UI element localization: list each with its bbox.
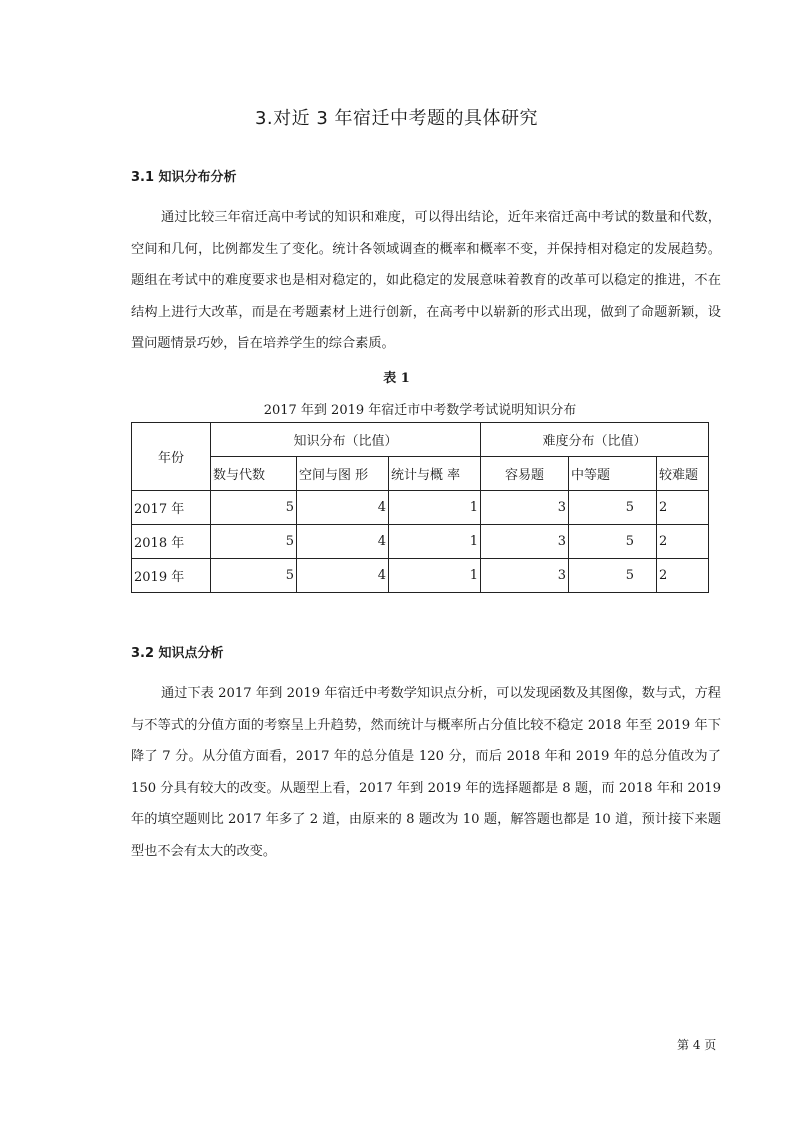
subheader-medium: 中等题 [569, 457, 657, 491]
knowledge-distribution-table [131, 422, 709, 593]
section-heading-knowledge-points: 3.2 知识点分析 [131, 646, 224, 661]
cell-value: 5 [211, 559, 297, 593]
cell-value: 5 [211, 491, 297, 525]
cell-value: 2 [657, 559, 709, 593]
cell-value: 3 [481, 525, 569, 559]
page-title: 3.对近 3 年宿迁中考题的具体研究 [254, 108, 539, 129]
cell-value: 5 [569, 491, 657, 525]
year-header: 年份 [132, 423, 211, 491]
cell-value: 1 [389, 525, 481, 559]
cell-value: 2 [657, 525, 709, 559]
cell-value: 5 [211, 525, 297, 559]
cell-value: 1 [389, 559, 481, 593]
paragraph-knowledge-points: 通过下表 2017 年到 2019 年宿迁中考数学知识点分析，可以发现函数及其图像，数与式，方程与不等式的分值方面的考察呈上升趋势，然而统计与概率所占分值比较不稳定 2018 年至 2019 年下降了 7 分。从分值方面看，2017 年的总分值是 120 分，而后 2018 年和 2019 年的总分值改为了 150 分具有较大的改变。从题型上看，2017 年到 2019 年的选择题都是 8 题，而 2018 年和 2019 年的填空题则比 2017 年多了 2 道，由原来的 8 题改为 10 题，解答题也都是 10 道，预计接下来题型也不会有太大的改变。 [131, 686, 721, 859]
cell-value: 5 [569, 525, 657, 559]
subheader-hard: 较难题 [657, 457, 709, 491]
cell-value: 1 [389, 491, 481, 525]
cell-value: 2 [657, 491, 709, 525]
subheader-easy: 容易题 [481, 457, 569, 491]
table-caption: 2017 年到 2019 年宿迁市中考数学考试说明知识分布 [263, 403, 577, 418]
cell-value: 3 [481, 491, 569, 525]
knowledge-group-header: 知识分布（比值） [211, 423, 481, 457]
page-number: 第 4 页 [677, 1038, 717, 1052]
row-year: 2019 年 [132, 559, 211, 593]
cell-value: 4 [297, 491, 389, 525]
table-row [132, 525, 709, 559]
subheader-space-geometry: 空间与图 形 [297, 457, 389, 491]
row-year: 2018 年 [132, 525, 211, 559]
table-label: 表 1 [383, 371, 410, 386]
difficulty-group-header: 难度分布（比值） [481, 423, 709, 457]
paragraph-knowledge-distribution: 通过比较三年宿迁高中考试的知识和难度，可以得出结论，近年来宿迁高中考试的数量和代数，空间和几何，比例都发生了变化。统计各领域调查的概率和概率不变，并保持相对稳定的发展趋势。题组在考试中的难度要求也是相对稳定的，如此稳定的发展意味着教育的改革可以稳定的推进，不在结构上进行大改革，而是在考题素材上进行创新，在高考中以崭新的形式出现，做到了命题新颖，设置问题情景巧妙，旨在培养学生的综合素质。 [131, 210, 721, 351]
cell-value: 4 [297, 525, 389, 559]
cell-value: 4 [297, 559, 389, 593]
cell-value: 3 [481, 559, 569, 593]
table-header-row [132, 423, 709, 457]
cell-value: 5 [569, 559, 657, 593]
subheader-number-algebra: 数与代数 [211, 457, 297, 491]
table-row [132, 491, 709, 525]
row-year: 2017 年 [132, 491, 211, 525]
table-subheader-row [132, 457, 709, 491]
subheader-statistics-probability: 统计与概 率 [389, 457, 481, 491]
section-heading-knowledge-distribution: 3.1 知识分布分析 [131, 170, 237, 185]
table-row [132, 559, 709, 593]
